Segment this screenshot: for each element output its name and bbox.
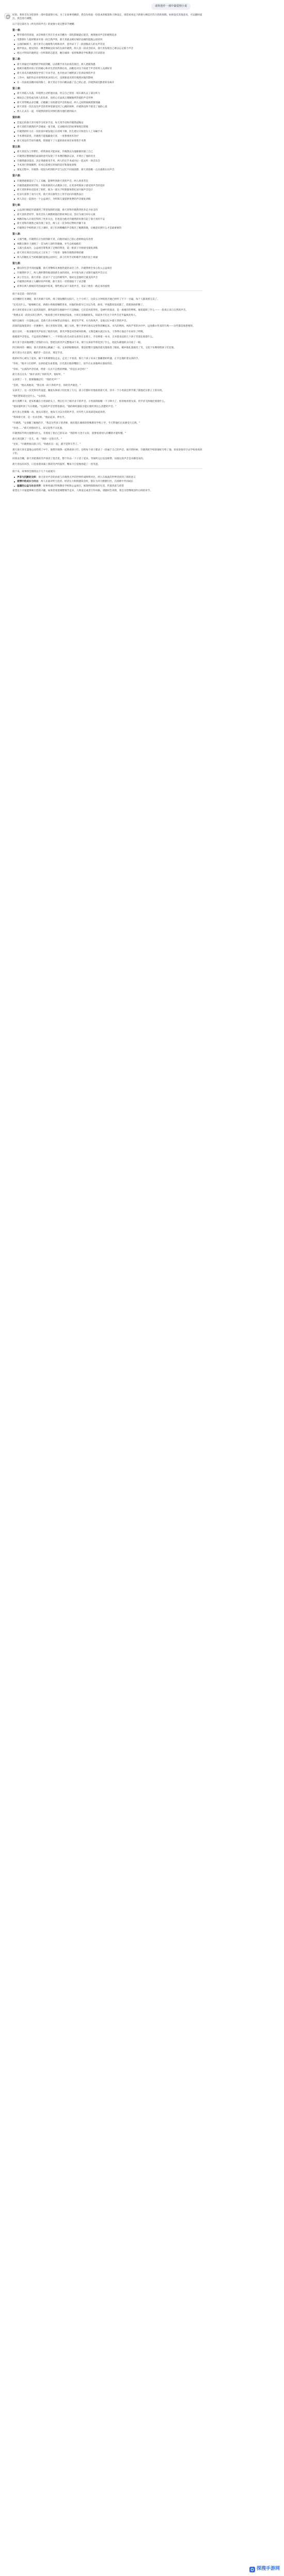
story-paragraph: 回到录音棚，俞天青把那段笑声放进了混音里，整个作品一下子活了起来。导演听完后连连称赞，问他这段声音是从哪里来的。 — [12, 458, 146, 461]
feature-item — [12, 476, 202, 479]
closing-paragraph: 希望这个开篇能够吸引您的兴趣，如果您希望调整情节走向、人物设定或者写作风格，请随时告诉我，我会为您继续创作后续的章节。 — [12, 490, 153, 493]
chapter-item: 义演当晚，许晓然在后台找到俞天青，向他坦诚自己的心意始终没有改变 — [12, 238, 202, 241]
story-paragraph: 俞天青心里微微一动。他从未想过，他每天习以为常的声音，对有些人来说却是如此珍贵。 — [12, 411, 107, 414]
assistant-answer — [12, 13, 202, 495]
feature-text: ：两人在面对听力危机、经济压力和情感误会时，都在为对方默默付出，在困难中共同成长 — [38, 480, 134, 483]
watermark-text: 探搜手游网 — [256, 2566, 280, 2572]
chapter-item: 俞天青没有告诉许晓然，悄悄接下了大量的商业项目来筹集手术费 — [12, 139, 202, 143]
chapter-heading: 第四章： — [12, 116, 23, 120]
site-watermark — [249, 2566, 280, 2572]
chapter-item-list — [12, 238, 202, 260]
chapter-item: 林默的加入让项目得到了更多关注，但也因为他对许晓然的好感引起了俞天青的不安 — [12, 218, 202, 221]
story-paragraph: 俞天青点点头："刚才录到了你的笑声，很好听。" — [12, 373, 65, 376]
chapter-item: 许晓然在哄孩子入睡时轻声哼唱，俞天青在一旁悄悄按下了录音键 — [12, 280, 202, 284]
story-paragraph: "他们想知道这是什么。"女孩说。 — [12, 395, 48, 398]
chapter-item-list — [12, 180, 202, 201]
chapter-item-list — [12, 63, 202, 85]
chapter-item: 她说自己害怕成为别人的负担，也担心无法真正理解他所热爱的声音世界 — [12, 96, 202, 100]
story-paragraph: 俞天青盯着显示屏上起伏的波形，那些波形在他眼中不只是数据，它们是风的形状，是树叶的低语，是一座城市的呼吸。他知道缺了什么——一段真正来自自然的声音。 — [12, 309, 188, 312]
chapter-heading: 第二章： — [12, 58, 23, 61]
chapter-heading: 第八章： — [12, 233, 23, 236]
chapter-item: 俞天青通过许晓然的学校找到她，以请教手语为由再次接近，两人逐渐熟悉 — [12, 63, 202, 67]
story-paragraph: "他说他听到了鸟在唱歌。"女孩的声音里带着感动，"他的助听器很少能让他听到这么清楚的声音。" — [12, 406, 117, 409]
chapter-item: 俞天青在项目启动仪式上宣布了一个惊喜：他和许晓然即将结婚 — [12, 251, 202, 255]
chapter-item-list — [12, 208, 202, 230]
story-paragraph: 女孩愣了一下，脸颊微微泛红："我的笑声？" — [12, 379, 60, 382]
chapter-item: 公益项目刚起步就遇到了资金短缺的问题，俞天青和许晓然四处奔走寻求支持 — [12, 208, 202, 212]
story-paragraph: "是的，"他认真地说，"我在找一段干净的声音，你的笑声就是。" — [12, 384, 81, 387]
section-divider-2 — [12, 468, 202, 469]
story-paragraph: 录音棚的灯光调暗，俞天青摘下耳机，揉了揉发酸的太阳穴。七个小时了，这段五分钟的混音他已经听了不下一百遍，每个人都说很完美了。 — [12, 298, 160, 301]
chapter-item: 许晓然感动落泪，决定勇敢接受手术，两人约定手术成功后一起去听一场音乐会 — [12, 159, 202, 163]
story-paragraph: 俞天青这才注意到，她的手一直在动，那是手语。 — [12, 352, 65, 355]
chapter-item: 许晓然重新回到学校，开始用新的方式教孩子们，让更多听障孩子感受到声音的美好 — [12, 184, 202, 188]
chapter-item: 他被许晓然对孩子们的耐心和对生活的热情打动，而她也对这个执着于声音的男人充满好奇 — [12, 67, 202, 71]
section-divider — [12, 290, 202, 291]
chapter-item: 手术进行得很顺利，但术后需要长时间的适应和康复训练 — [12, 164, 202, 167]
story-paragraph: "许晓然。"女孩握了握他的手，"我是这些孩子的老师，他们都在城郊的特殊教育学校上学，今天带他们出来感受大自然。" — [12, 422, 140, 425]
feature-label: 爱情中的成长与付出 — [17, 480, 39, 483]
story-paragraph: "我叫俞天青，是一名录音师。"他站起来，伸出手。 — [12, 416, 67, 419]
story-text — [12, 298, 202, 466]
chapter-item: 俞天青带她去录音棚，让她戴上耳机感受声音的振动，两人之间的隔阂逐渐消融 — [12, 101, 202, 105]
chapter-item: 俞天青的事业也迎来了转折，他为一部关于听障群体的纪录片做声音设计 — [12, 188, 202, 192]
chapter-item: 俞天青和许晓然之间出现了误会，两人在一次争吵后暂时冷静下来 — [12, 222, 202, 225]
chapter-item: 康复过程中，许晓然一度因为听到的声音与记忆不同而崩溃，俞天青陪她一点点重新认识声音 — [12, 168, 202, 172]
chapter-heading: 第五章： — [12, 145, 23, 149]
chapter-item: 两人决定一起创办一个公益项目，为听障儿童提供免费的声音康复训练 — [12, 198, 202, 201]
chapter-item-list — [12, 34, 202, 55]
chapter-item: 公园的树荫下，俞天青专心地收集鸟鸣和风声，意外录下了一段清脆动人的女声笑语 — [12, 43, 202, 46]
chapter-item: 俞天青从许晓然那里学到了许多手语，也开始录下她给孩子们讲故事的声音 — [12, 72, 202, 75]
chapter-item-list — [12, 92, 202, 114]
story-paragraph: "我要去采一段真实的自然声。"他说着已经开始收拾设备，小周无奈地摇摇头，知道劝不住这个对声音近乎偏执的男人。 — [12, 314, 138, 317]
chapter-item: 繁华都市的清晨，录音师俞天青在专业录音棚为一部电影做最后混音，展现他对声音的极致追求 — [12, 34, 202, 37]
story-paragraph: "还好，"许晓然看向孩子们，"和他们在一起，就不觉得辛苦了。" — [12, 443, 81, 446]
feature-list — [12, 476, 202, 489]
chapter-heading: 第七章： — [12, 203, 23, 207]
chapter-item: 工作中，他的作品开始得到更多的认可，也逐渐意识到许晓然对他的影响 — [12, 76, 202, 80]
chapter-item: 俞天青把许晓然的声音做成一张专辑，记录她讲过的故事和唱过的歌 — [12, 125, 202, 129]
story-lead: 接下来是第一章的内容： — [12, 293, 39, 296]
story-paragraph: "还差点什么。"他喃喃自语，助理小周端着咖啡进来，对他的执着早已习以为常。俞哥，导演都说没问题了，您就别再折腾了。 — [12, 303, 145, 306]
feature-item — [12, 484, 202, 488]
feature-item — [12, 480, 202, 483]
chapter-item: 俞天青的老同学、知名音乐人林默被他们的故事打动，答应为项目举办义演 — [12, 213, 202, 217]
story-paragraph: 俞天青蹲下来，把耳机戴在小男孩的头上，然后打开了刚才录下的声音。小男孩的眼睛一下子睁大了，惊喜地看着女孩，用手语飞快地比划着什么。 — [12, 400, 167, 403]
chapter-item: 许晓然在整理他的桌面时意外发现了手术费的缴款记录，才明白了他的付出 — [12, 155, 202, 158]
feature-label: 声音与沉默的交织 — [17, 476, 36, 479]
feature-text: ：俞天青对声音的执着与许晓然无声的世界形成鲜明对比，两人在彼此的世界里找到了新的意义 — [36, 476, 136, 479]
chapter-item: 孩子出生后，俞天青第一次录下了宝宝的啼哭声，他说这是他听过最美的声音 — [12, 276, 202, 280]
outline-lead: 以下是这部名为《听见你的声音》的爱情小说完整章节梗概： — [12, 23, 77, 26]
story-paragraph: 城市边缘有一片湿地公园，是俞天青小时候常去的地方。那里有芦苇、水鸟和风声，是他记忆中最干净的声音。 — [12, 319, 129, 322]
chapter-item: 俞天青第一次在没有声音的世界里感受到了心跳的频率，许晓然也终于接受了他的心意 — [12, 105, 202, 109]
story-paragraph: 女孩笑了，这一次笑得有些羞涩。她低头和孩子们比划了几句，孩子们都好奇地看着俞天青，其中一个小男孩还伸手摸了摸他挂在脖子上的耳机。 — [12, 390, 165, 393]
chapter-item: 纪录片获得了业内大奖，俞天青在颁奖台上用手语向许晓然表白 — [12, 193, 202, 197]
feature-text: ：故事将通过特殊教育学校和公益项目，展现听障群体的生活，传递善意与希望 — [40, 485, 124, 488]
story-paragraph: "你也……"俞天青想问什么，却又觉得不太礼貌。 — [12, 427, 65, 430]
chapter-item: 他这才得知许晓然是一位听障的志愿者，她在城郊一家特殊教育学校教孩子们读唇语 — [12, 52, 202, 55]
story-paragraph: 他的好奇心被勾了起来，摘下耳机朝那边走去。走近了才看清，那几个孩子耳朵上都戴着助听器，正专注地盯着女孩的手。 — [12, 357, 141, 360]
assistant-logo-icon — [6, 14, 10, 19]
features-lead: 接下来，故事将会围绕以下几个方面展开： — [12, 471, 58, 474]
chapter-heading: 第九章： — [12, 262, 23, 265]
chapter-item: 两人的婚礼在当初相遇的湿地公园举行，孩子们用手语和歌声为他们送上祝福 — [12, 256, 202, 260]
chapter-item: 许晓然的听力在一次检查中被发现正在持续下降，医生建议尽快进行人工耳蜗手术 — [12, 130, 202, 134]
chapter-item: 婚后的生活平淡而温馨，俞天青继续从事他热爱的录音工作，许晓然则全身心投入公益项目 — [12, 267, 202, 270]
chapter-item: 许晓然在学校给孩子们上课时，孩子们用稚嫩的声音唱出了她教的歌，让她意识到什么才是最重要的 — [12, 226, 202, 230]
user-prompt-bubble: 请你创作一部中篇爱情小说 — [151, 3, 191, 10]
chapter-item: 许晓然怀孕了，两人满怀期待地迎接新生命的到来，并开始为孩子录制专属的声音日记 — [12, 271, 202, 275]
chapter-item: 故事在两人相视而笑的画面中结束，那些被记录下来的声音，见证了他们一路走来的爱情 — [12, 285, 202, 288]
chapter-item: 俞天青陷入失落，许晓然主动约他见面，坦言自己曾因一场车祸失去了部分听力 — [12, 92, 202, 95]
story-paragraph: 那天俞天青在湿地公园待到了中午，他帮许晓然一起照看孩子们，还给每个孩子都录了一段属于自己的声音。离开的时候，许晓然把学校的地址写给了他，说欢迎他有空去学校看看孩子们。 — [12, 448, 202, 455]
story-paragraph: "你好。"女孩的声音轻柔，带着一点点不自然的停顿。"你是在录音吗？" — [12, 368, 88, 371]
chapter-item: 义演大获成功，公益项目筹集到了足够的资金，第一批孩子开始接受康复训练 — [12, 247, 202, 250]
story-paragraph: "你好。"他开口打招呼，女孩抬起头看着他，目光落在他的嘴唇上，似乎在认真地辨认他说的话。 — [12, 363, 115, 366]
chapter-item: 俞天青因为工作繁忙，经常深夜才能回家，许晓然以为他渐渐厌倦了自己 — [12, 150, 202, 154]
assistant-avatar — [4, 13, 10, 19]
story-paragraph: 就在这时，一阵清脆的笑声钻进了他的耳机，那笑声像是风铃被风吹响，又像是溪水流过石头，干净得让他忍不住屏住了呼吸。 — [12, 330, 146, 333]
chapter-outline — [12, 29, 202, 289]
chapter-item: 许晓然逐渐适应了人工耳蜗，能够听到俞天青的声音，两人欣喜若狂 — [12, 180, 202, 183]
site-logo-icon — [249, 2567, 255, 2572]
intro-paragraph: 好的。我将首先为您创作一部中篇爱情小说。为了让故事更精彩，我会先构思一份基本的框架和人物设定，请您看看以下新情大纲是否符合您的预期。如果没有其他意见，可以随时提出，我会进行调整。 — [12, 14, 202, 21]
story-paragraph: 他循着声音望去，不远处的老柳树下，一个穿着白色毛衣的女孩坐在长椅上，手里捧着一本书，正对着身边的几个孩子笑着比划着什么。 — [12, 336, 155, 339]
chapter-item: 恋爱后的俞天青开始学习更多手语，每天用手语和许晓然道晚安 — [12, 121, 202, 125]
chapter-item-list — [12, 121, 202, 143]
chapter-item-list — [12, 150, 202, 172]
story-paragraph: 清晨的湿地笼罩在一层薄雾中，俞天青架好话筒，戴上耳机，整个世界在他耳边变得清晰起来。水鸟的鸣叫、风吹芦苇的沙沙声、远处偶尔传来的鸟鸣——这些都是他想要的。 — [12, 325, 195, 328]
chapter-heading: 第三章： — [12, 87, 23, 90]
chapter-item: 电影制片人临时要求对某一段自然声效，俞天青就去相应城市边缘的湿地公园采风 — [12, 38, 202, 42]
story-paragraph: 四目相对的一瞬间，俞天青感到心跳漏了一拍。女孩的眼睛很亮，像是把整片湿地的晨光都收进了眼底。她冲他礼貌地笑了笑，又低下头继续给孩子们比划。 — [12, 346, 176, 349]
chapter-item: 循声找去，他见到在一棵老柳树边读书的女孩许晓然，两人因一段录音结识，俞天青发现自己难以忘记那个声音 — [12, 47, 202, 51]
chapter-item: 在一次雨夜送她回家的路上，俞天青忍不住向她表露了自己的心意，许晓然却沉默着转身离开 — [12, 81, 202, 85]
story-paragraph: 俞天青沉默了一会儿，说："那你一定很辛苦。" — [12, 438, 62, 441]
chapter-item: 两人正式在一起，许晓然的朋友同事们都为他们感到高兴 — [12, 110, 202, 114]
story-paragraph: 俞天青下意识地调整了话筒的方向，想把这段笑声完整地录下来。那个女孩似乎察觉到了什么，抬起头朝他的方向看了一眼。 — [12, 341, 143, 344]
chapter-item: 手术费用昂贵，许晓然不愿拖累俞天青，一度想要放弃治疗 — [12, 135, 202, 138]
feature-label: 温暖的公益与社会关怀 — [17, 485, 41, 488]
chapter-heading: 第一章： — [12, 28, 23, 32]
chapter-item: 林默在舞台上演唱了一首为两人创作的歌曲，并当众祝福他们 — [12, 242, 202, 246]
chapter-heading: 第六章： — [12, 174, 23, 178]
story-paragraph: 许晓然似乎明白他想问什么，笑着指了指自己的耳朵："我的听力也不太好，需要看着别人的嘴唇才能听懂。" — [12, 432, 127, 435]
chapter-item-list — [12, 267, 202, 288]
story-paragraph: 俞天青没有回答，只是看着屏幕上那段笑声的波形，嘴角不自觉地扬起了一丝笑意。 — [12, 463, 100, 466]
